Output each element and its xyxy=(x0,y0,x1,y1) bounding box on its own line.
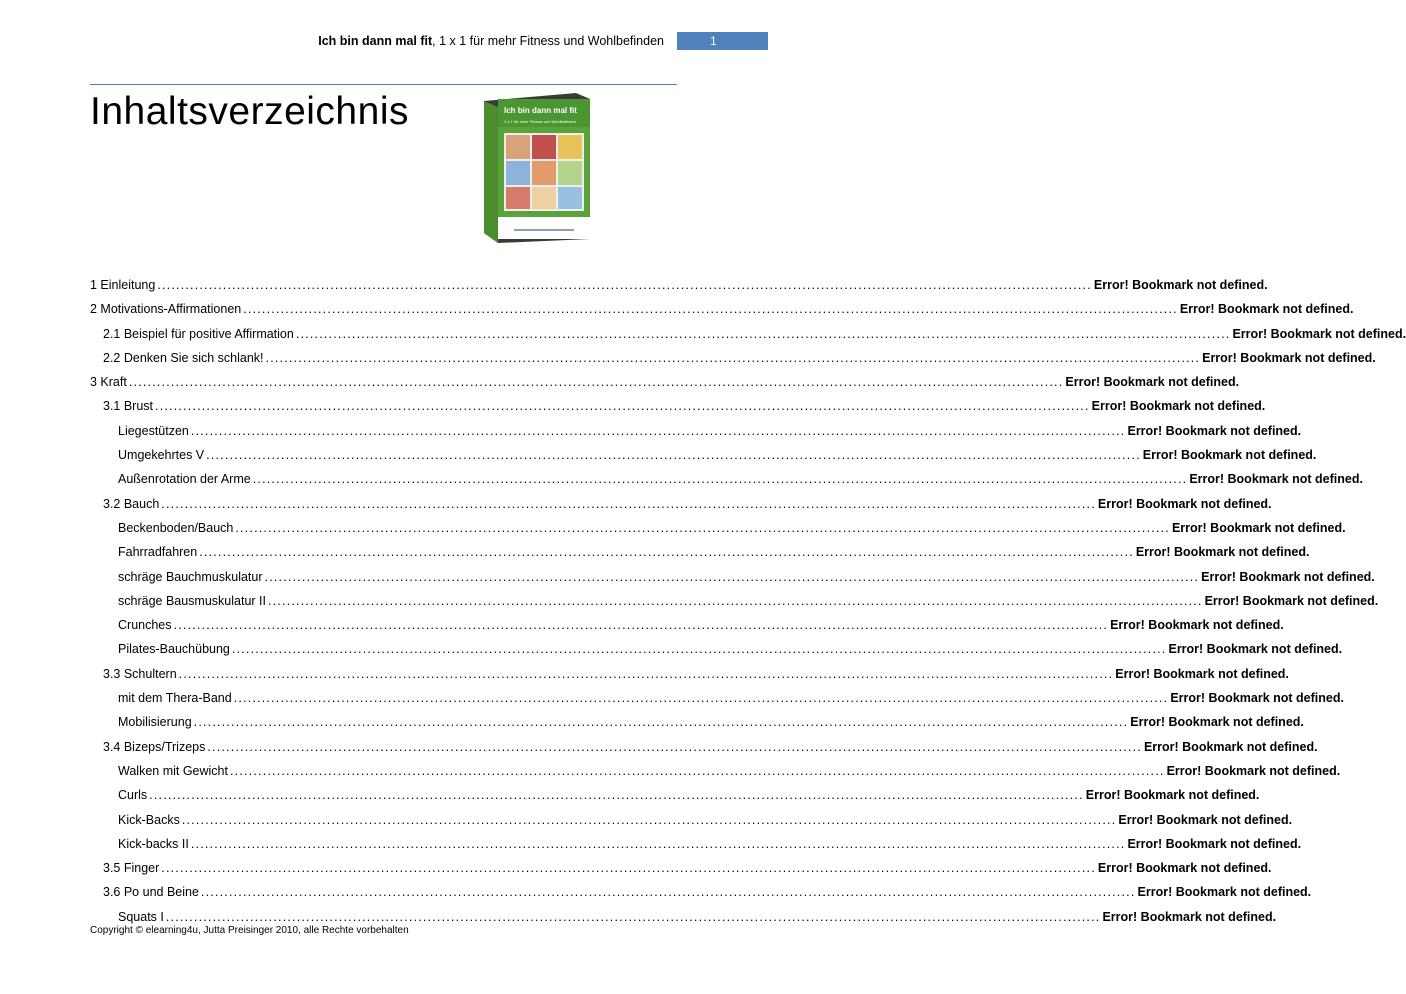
toc-entry[interactable] xyxy=(90,808,1293,832)
toc-entry-reference: Error! Bookmark not defined. xyxy=(1202,350,1376,365)
toc-entry[interactable] xyxy=(90,783,1260,807)
toc-dot-leader: ........................................................................................................................................................................................................ xyxy=(264,569,1200,584)
toc-entry-label: Kick-backs II xyxy=(118,836,189,851)
toc-dot-leader: ........................................................................................................................................................................................................ xyxy=(157,278,1092,292)
toc-entry-reference: Error! Bookmark not defined. xyxy=(1115,666,1289,681)
toc-entry-label: 3.6 Po und Beine xyxy=(103,885,199,900)
toc-dot-leader: ........................................................................................................................................................................................................ xyxy=(193,715,1129,730)
toc-entry[interactable] xyxy=(90,735,1318,759)
toc-entry-reference: Error! Bookmark not defined. xyxy=(1127,836,1302,851)
toc-dot-leader: ........................................................................................................................................................................................................ xyxy=(229,763,1165,778)
toc-entry-label: Außenrotation der Arme xyxy=(118,472,251,487)
toc-dot-leader: ........................................................................................................................................................................................................ xyxy=(295,326,1231,341)
toc-dot-leader: ........................................................................................................................................................................................................ xyxy=(243,302,1178,317)
toc-entry[interactable] xyxy=(90,589,1379,613)
toc-entry[interactable] xyxy=(90,273,1268,297)
toc-dot-leader: ........................................................................................................................................................................................................ xyxy=(207,739,1142,754)
toc-dot-leader: ........................................................................................................................................................................................................ xyxy=(165,909,1101,924)
toc-entry-label: 2.2 Denken Sie sich schlank! xyxy=(103,350,264,365)
toc-dot-leader: ........................................................................................................................................................................................................ xyxy=(181,812,1117,827)
toc-entry[interactable] xyxy=(90,419,1302,443)
toc-entry-reference: Error! Bookmark not defined. xyxy=(1171,520,1346,535)
toc-entry-reference: Error! Bookmark not defined. xyxy=(1142,448,1317,463)
toc-entry[interactable] xyxy=(90,346,1376,370)
toc-entry[interactable] xyxy=(90,370,1240,394)
toc-entry[interactable] xyxy=(90,759,1341,783)
header-divider xyxy=(90,84,677,85)
toc-entry-reference: Error! Bookmark not defined. xyxy=(1130,715,1304,730)
book-cover-title: Ich bin dann mal fit xyxy=(504,106,577,115)
toc-entry-label: schräge Bauchmuskulatur xyxy=(118,569,263,584)
page-title: Inhaltsverzeichnis xyxy=(90,90,409,133)
toc-dot-leader: ........................................................................................................................................................................................................ xyxy=(161,496,1096,511)
toc-entry-reference: Error! Bookmark not defined. xyxy=(1127,423,1302,438)
toc-entry-reference: Error! Bookmark not defined. xyxy=(1179,302,1354,317)
toc-entry-label: Squats I xyxy=(118,909,164,924)
book-cover-subtitle: 1 x 1 für mehr Fitness und Wohlbefinden xyxy=(504,119,576,124)
toc-dot-leader: ........................................................................................................................................................................................................ xyxy=(206,448,1141,463)
header-title-rest: , 1 x 1 für mehr Fitness und Wohlbefinden xyxy=(432,34,664,48)
toc-entry-label: Liegestützen xyxy=(118,423,189,438)
toc-entry-label: Walken mit Gewicht xyxy=(118,763,228,778)
toc-entry-reference: Error! Bookmark not defined. xyxy=(1170,691,1344,706)
toc-entry-label: 3.4 Bizeps/Trizeps xyxy=(103,739,206,754)
toc-entry-label: 3.3 Schultern xyxy=(103,666,177,681)
toc-entry-reference: Error! Bookmark not defined. xyxy=(1118,812,1293,827)
toc-entry-reference: Error! Bookmark not defined. xyxy=(1091,399,1266,414)
header-title-bold: Ich bin dann mal fit xyxy=(318,34,433,48)
toc-entry-label: 3.1 Brust xyxy=(103,399,154,414)
toc-dot-leader: ........................................................................................................................................................................................................ xyxy=(149,788,1084,803)
toc-dot-leader: ........................................................................................................................................................................................................ xyxy=(161,861,1096,876)
toc-entry-label: 3.2 Bauch xyxy=(103,496,160,511)
toc-entry[interactable] xyxy=(90,832,1302,856)
toc-entry-reference: Error! Bookmark not defined. xyxy=(1143,739,1318,754)
toc-entry[interactable] xyxy=(90,467,1363,491)
toc-entry[interactable] xyxy=(90,613,1284,637)
toc-entry[interactable] xyxy=(90,516,1346,540)
toc-entry-reference: Error! Bookmark not defined. xyxy=(1102,909,1277,924)
toc-entry[interactable] xyxy=(90,297,1354,321)
toc-entry[interactable] xyxy=(90,662,1289,686)
toc-dot-leader: ........................................................................................................................................................................................................ xyxy=(231,642,1167,657)
toc-entry[interactable] xyxy=(90,686,1344,710)
toc-entry-reference: Error! Bookmark not defined. xyxy=(1065,375,1240,390)
toc-dot-leader: ........................................................................................................................................................................................................ xyxy=(190,423,1126,438)
toc-dot-leader: ........................................................................................................................................................................................................ xyxy=(190,836,1126,851)
toc-entry-reference: Error! Bookmark not defined. xyxy=(1097,496,1272,511)
toc-entry-label: schräge Bausmuskulatur II xyxy=(118,593,266,608)
toc-entry[interactable] xyxy=(90,710,1304,734)
toc-entry-reference: Error! Bookmark not defined. xyxy=(1137,885,1312,900)
toc-entry-reference: Error! Bookmark not defined. xyxy=(1201,569,1375,584)
toc-entry[interactable] xyxy=(90,443,1317,467)
toc-entry-label: 3.5 Finger xyxy=(103,861,160,876)
toc-entry-reference: Error! Bookmark not defined. xyxy=(1168,642,1343,657)
toc-entry-reference: Error! Bookmark not defined. xyxy=(1135,545,1310,560)
toc-entry-reference: Error! Bookmark not defined. xyxy=(1189,472,1363,487)
toc-dot-leader: ........................................................................................................................................................................................................ xyxy=(268,593,1203,608)
toc-entry-reference: Error! Bookmark not defined. xyxy=(1085,788,1260,803)
toc-entry[interactable] xyxy=(90,394,1266,418)
toc-entry-label: 1 Einleitung xyxy=(90,278,156,292)
toc-entry-label: 3 Kraft xyxy=(90,375,127,390)
toc-entry-label: Kick-Backs xyxy=(118,812,180,827)
toc-dot-leader: ........................................................................................................................................................................................................ xyxy=(200,885,1136,900)
book-spine xyxy=(484,101,498,243)
toc-entry-reference: Error! Bookmark not defined. xyxy=(1097,861,1272,876)
toc-entry[interactable] xyxy=(90,492,1272,516)
toc-entry-label: Mobilisierung xyxy=(118,715,192,730)
toc-dot-leader: ........................................................................................................................................................................................................ xyxy=(252,472,1188,487)
toc-entry[interactable] xyxy=(90,856,1272,880)
toc-entry-reference: Error! Bookmark not defined. xyxy=(1204,593,1379,608)
toc-dot-leader: ........................................................................................................................................................................................................ xyxy=(128,375,1064,390)
toc-entry-label: mit dem Thera-Band xyxy=(118,691,232,706)
toc-entry[interactable] xyxy=(90,322,1406,346)
toc-dot-leader: ........................................................................................................................................................................................................ xyxy=(173,618,1109,633)
toc-dot-leader: ........................................................................................................................................................................................................ xyxy=(235,520,1170,535)
toc-entry-label: Umgekehrtes V xyxy=(118,448,205,463)
copyright-footer: Copyright © elearning4u, Jutta Preisinger 2010, alle Rechte vorbehalten xyxy=(90,925,409,936)
toc-entry[interactable] xyxy=(90,565,1375,589)
page-number-badge: 1 xyxy=(677,32,768,50)
toc-dot-leader: ........................................................................................................................................................................................................ xyxy=(178,666,1114,681)
toc-entry-label: 2 Motivations-Affirmationen xyxy=(90,302,242,317)
book-cover-image xyxy=(484,93,590,243)
toc-entry[interactable] xyxy=(90,880,1312,904)
header-title xyxy=(318,34,664,48)
toc-entry-label: Curls xyxy=(118,788,148,803)
table-of-contents xyxy=(90,273,1406,929)
toc-dot-leader: ........................................................................................................................................................................................................ xyxy=(155,399,1090,414)
page-header xyxy=(0,32,768,54)
toc-entry-label: Pilates-Bauchübung xyxy=(118,642,230,657)
toc-entry-label: Crunches xyxy=(118,618,172,633)
toc-entry-reference: Error! Bookmark not defined. xyxy=(1093,278,1268,292)
toc-dot-leader: ........................................................................................................................................................................................................ xyxy=(233,691,1169,706)
toc-entry-reference: Error! Bookmark not defined. xyxy=(1110,618,1284,633)
toc-entry-reference: Error! Bookmark not defined. xyxy=(1232,326,1406,341)
toc-entry-label: Fahrradfahren xyxy=(118,545,198,560)
toc-entry-reference: Error! Bookmark not defined. xyxy=(1166,763,1341,778)
toc-dot-leader: ........................................................................................................................................................................................................ xyxy=(199,545,1134,560)
toc-entry-label: Beckenboden/Bauch xyxy=(118,520,234,535)
toc-entry[interactable] xyxy=(90,637,1343,661)
toc-entry[interactable] xyxy=(90,540,1310,564)
toc-dot-leader: ........................................................................................................................................................................................................ xyxy=(265,350,1201,365)
toc-entry-label: 2.1 Beispiel für positive Affirmation xyxy=(103,326,294,341)
